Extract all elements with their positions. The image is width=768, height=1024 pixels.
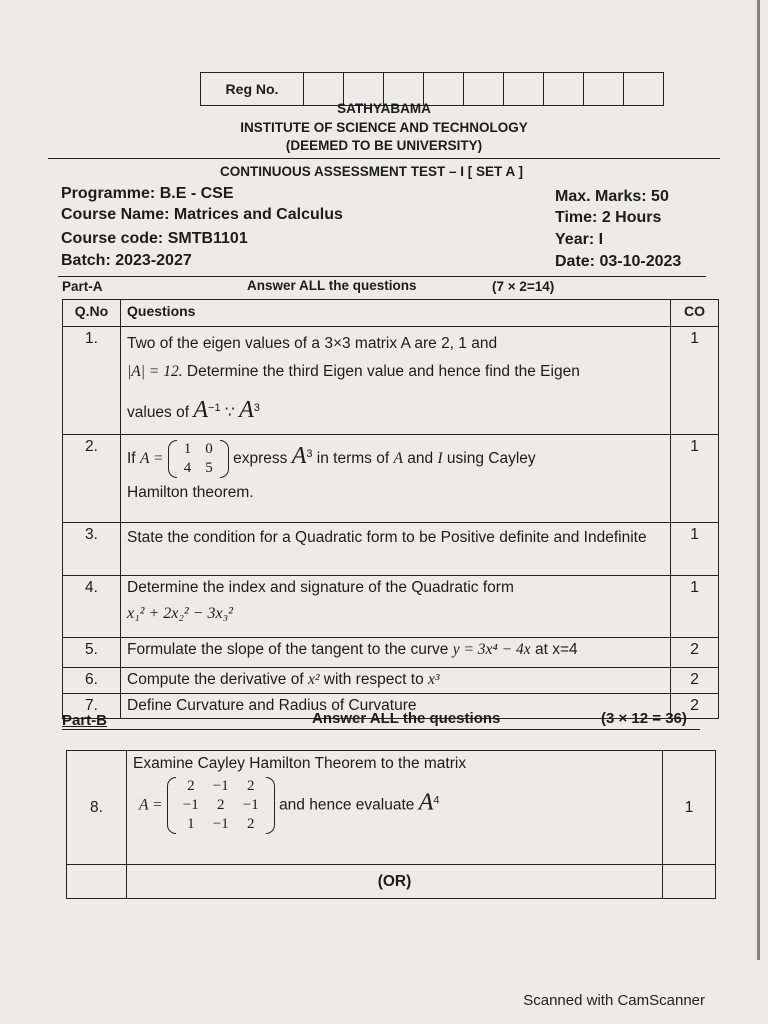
q4-expr: x₁² + 2x₂² − 3x₃² [127, 605, 233, 623]
q1-sup-1: −1 [208, 402, 221, 414]
q6-e2: x³ [428, 671, 440, 689]
date: Date: 03-10-2023 [555, 253, 682, 270]
q8-sup: 4 [433, 794, 440, 807]
q1-det: |A| = 12. [127, 363, 183, 380]
q1-matrix-a: A [193, 397, 209, 424]
exam-title: CONTINUOUS ASSESSMENT TEST – I [ SET A ] [220, 164, 524, 179]
q2-matrix-row [177, 459, 220, 478]
table-header-row [63, 300, 719, 327]
q2-matrix-a: A [291, 443, 307, 470]
q2-a: A [393, 450, 403, 468]
q8-no: 8. [67, 751, 127, 865]
part-a-instruction: Answer ALL the questions [247, 278, 417, 293]
part-a-marks: (7 × 2=14) [492, 279, 555, 294]
divider [48, 158, 720, 159]
q5-no: 5. [63, 638, 121, 668]
or-row [67, 865, 716, 899]
question-row-6 [63, 668, 719, 694]
q8-matrix-entry: 2 [247, 816, 255, 832]
q1-co: 1 [671, 327, 719, 435]
course-code: Course code: SMTB1101 [61, 230, 248, 247]
q2-co: 1 [671, 435, 719, 523]
q6-e1: x² [307, 671, 320, 689]
q1-line2: Determine the third Eigen value and hence find the Eigen [186, 363, 580, 380]
q1-line1: Two of the eigen values of a 3×3 matrix A are 2, 1 and [127, 335, 498, 352]
q8-matrix-row [176, 815, 266, 834]
question-row-5 [63, 638, 719, 668]
q6-no: 6. [63, 668, 121, 694]
q1-text [121, 327, 671, 435]
q8-matrix [167, 777, 275, 834]
q8-matrix-entry: −1 [242, 797, 259, 813]
q5-expr: y = 3x⁴ − 4x [452, 641, 531, 659]
q5-text [121, 638, 671, 668]
q2-i: I [437, 450, 443, 468]
scanner-watermark: Scanned with CamScanner [523, 992, 705, 1009]
course-name: Course Name: Matrices and Calculus [61, 206, 343, 223]
q7-co: 2 [671, 694, 719, 719]
q6-line: Compute the derivative of [127, 671, 304, 689]
q2-matrix-entry: 4 [183, 460, 192, 477]
q2-matrix-entry: 1 [183, 441, 192, 458]
institute-line-2: INSTITUTE OF SCIENCE AND TECHNOLOGY [240, 120, 528, 135]
q2-no: 2. [63, 435, 121, 523]
bracket-left [168, 440, 177, 478]
q8-co: 1 [663, 751, 716, 865]
q1-sup-2: 3 [253, 402, 260, 414]
bracket-left [167, 777, 176, 834]
q7-text: Define Curvature and Radius of Curvature [121, 694, 671, 719]
q2-if: If [127, 450, 136, 468]
q2-using: using Cayley [446, 450, 536, 468]
q6-co: 2 [671, 668, 719, 694]
q2-matrix-entry: 5 [205, 460, 213, 477]
q3-no: 3. [63, 523, 121, 576]
q8-matrix-entry: 2 [217, 797, 225, 813]
q4-co: 1 [671, 576, 719, 638]
part-b-label: Part-B [62, 712, 108, 729]
q8-matrix-entry: −1 [212, 778, 229, 794]
q8-matrix-entry: −1 [182, 797, 199, 813]
or-empty-cell [67, 865, 127, 899]
question-row-3 [63, 523, 719, 576]
bracket-right [266, 777, 275, 834]
institute-line-1: SATHYABAMA [337, 101, 431, 116]
q1-since: ∵ [224, 404, 235, 422]
q3-text: State the condition for a Quadratic form to be Positive definite and Indefinite [121, 523, 671, 576]
q3-co: 1 [671, 523, 719, 576]
q2-in-terms: in terms of [316, 450, 390, 468]
time: Time: 2 Hours [555, 209, 662, 226]
q8-evaluate: and hence evaluate [279, 796, 415, 814]
q8-line1: Examine Cayley Hamilton Theorem to the matrix [133, 755, 467, 772]
q8-text [127, 751, 663, 865]
q5-co: 2 [671, 638, 719, 668]
q8-matrix-entry: 2 [247, 778, 255, 794]
col-co: CO [671, 300, 719, 327]
divider [58, 276, 706, 277]
institute-line-3: (DEEMED TO BE UNIVERSITY) [285, 138, 483, 153]
q2-line2: Hamilton theorem. [127, 484, 254, 502]
q2-express: express [233, 450, 288, 468]
col-qno: Q.No [63, 300, 121, 327]
q2-a-eq: A = [139, 450, 164, 468]
q4-line1: Determine the index and signature of the Quadratic form [127, 579, 514, 597]
q4-no: 4. [63, 576, 121, 638]
q2-matrix [168, 440, 229, 478]
batch: Batch: 2023-2027 [61, 252, 192, 269]
max-marks: Max. Marks: 50 [555, 188, 669, 205]
part-b-marks: (3 × 12 = 36) [601, 710, 687, 727]
q8-matrix-row [176, 777, 266, 796]
part-b-table [66, 750, 716, 899]
year: Year: I [555, 231, 604, 248]
q5-line: Formulate the slope of the tangent to the curve [127, 641, 449, 659]
q1-no: 1. [63, 327, 121, 435]
q5-tail: at x=4 [534, 641, 578, 659]
q8-matrix-a: A [418, 789, 434, 816]
q8-matrix-entry: 2 [187, 778, 195, 794]
question-row-2 [63, 435, 719, 523]
reg-no-label: Reg No. [201, 73, 304, 105]
q6-mid: with respect to [323, 671, 424, 689]
q2-text [121, 435, 671, 523]
question-row-4 [63, 576, 719, 638]
q4-text [121, 576, 671, 638]
col-questions: Questions [121, 300, 671, 327]
divider [62, 729, 700, 730]
q8-matrix-row [176, 796, 266, 815]
q2-sup: 3 [306, 448, 313, 461]
or-empty-cell [663, 865, 716, 899]
q8-matrix-entry: −1 [212, 816, 229, 832]
q2-matrix-entry: 0 [205, 441, 213, 458]
q2-matrix-row [177, 440, 220, 459]
or-text: (OR) [127, 865, 663, 899]
part-a-table [62, 299, 719, 719]
q7-no: 7. [63, 694, 121, 719]
part-b-instruction: Answer ALL the questions [312, 710, 501, 727]
q8-matrix-entry: 1 [187, 816, 195, 832]
programme: Programme: B.E - CSE [61, 185, 234, 202]
q1-matrix-a2: A [239, 397, 254, 424]
bracket-right [220, 440, 229, 478]
q2-and: and [407, 450, 434, 468]
question-row-8 [67, 751, 716, 865]
part-a-label: Part-A [62, 279, 103, 294]
q1-line3: values of [127, 404, 190, 422]
q6-text [121, 668, 671, 694]
question-row-1 [63, 327, 719, 435]
q8-a-eq: A = [139, 796, 163, 814]
